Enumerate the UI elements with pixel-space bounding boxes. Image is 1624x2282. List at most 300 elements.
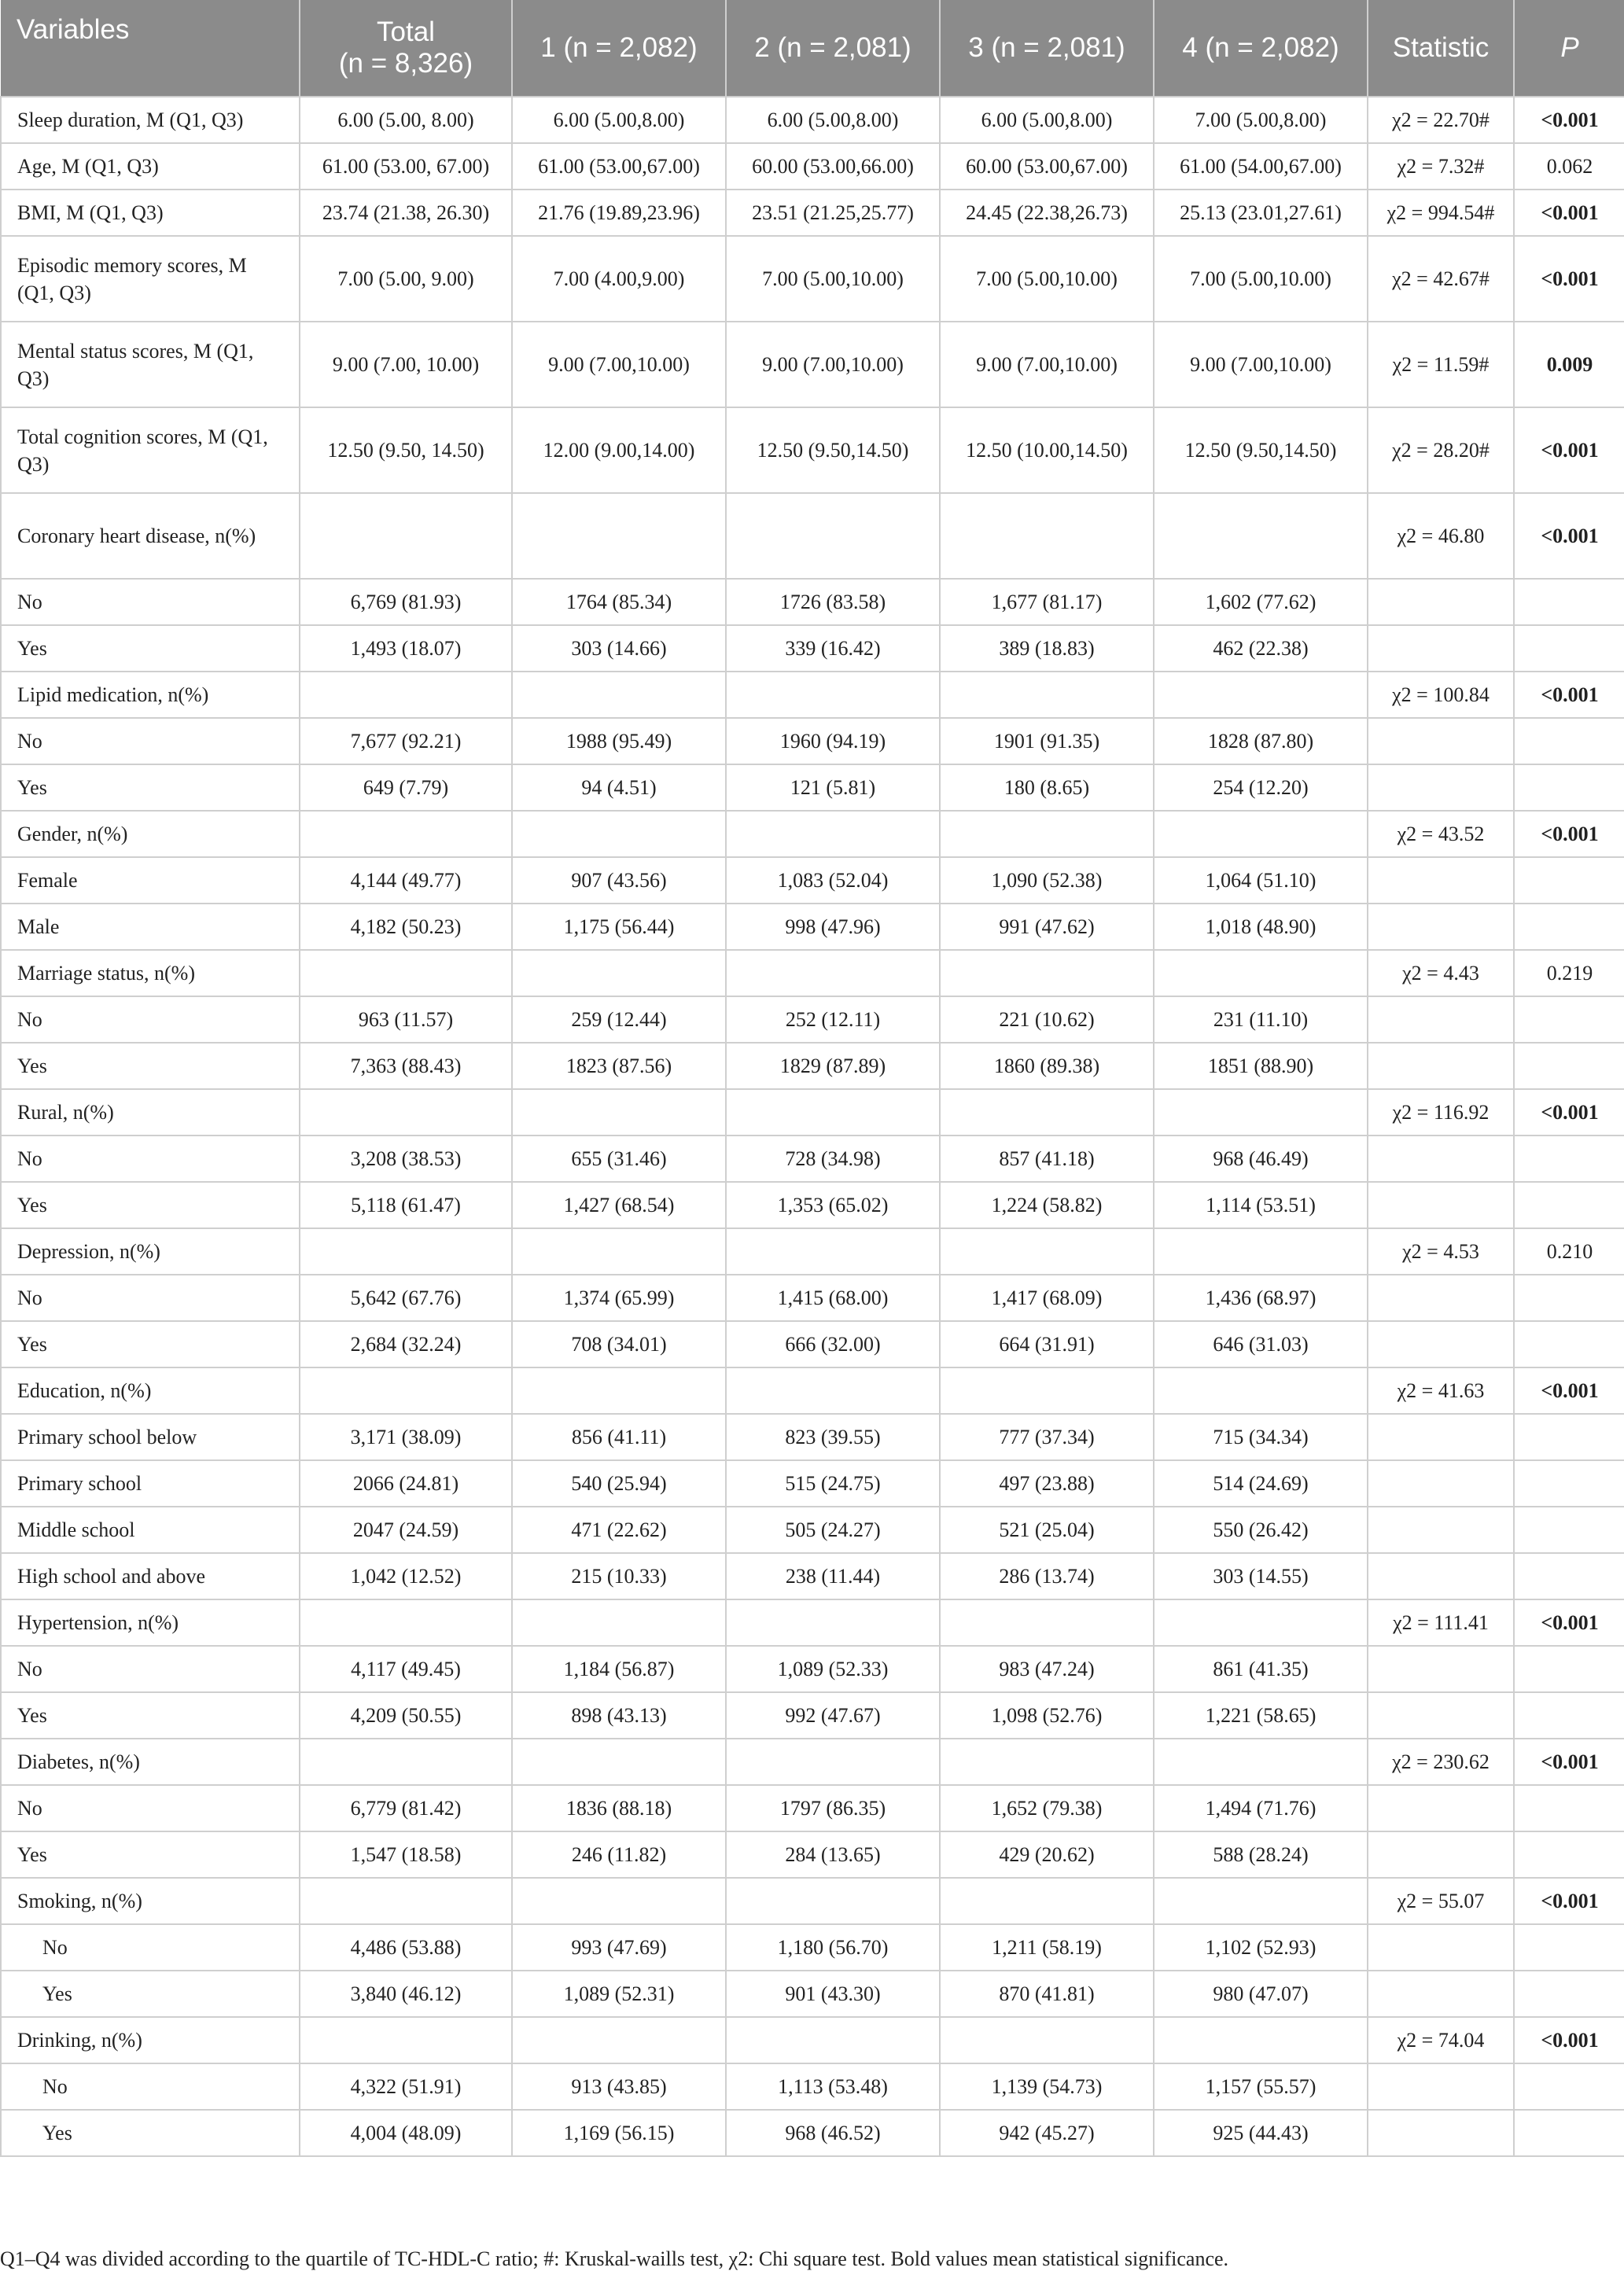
cell-q1: 246 (11.82) <box>512 1831 726 1878</box>
cell-q3 <box>940 811 1154 857</box>
header-q2: 2 (n = 2,081) <box>726 0 940 97</box>
cell-label: Depression, n(%) <box>1 1228 300 1275</box>
cell-label: Diabetes, n(%) <box>1 1739 300 1785</box>
cell-total <box>300 1878 512 1924</box>
cell-q4: 550 (26.42) <box>1154 1507 1368 1553</box>
cell-q4 <box>1154 2017 1368 2063</box>
cell-stat: χ2 = 74.04 <box>1368 2017 1514 2063</box>
cell-q1 <box>512 1599 726 1646</box>
cell-q2: 1,353 (65.02) <box>726 1182 940 1228</box>
cell-q4 <box>1154 1228 1368 1275</box>
table-row <box>1 1414 1624 1460</box>
table-row <box>1 1646 1624 1692</box>
cell-label: Yes <box>1 1321 300 1367</box>
cell-total: 12.50 (9.50, 14.50) <box>300 407 512 493</box>
cell-q1: 471 (22.62) <box>512 1507 726 1553</box>
cell-p: <0.001 <box>1514 672 1624 718</box>
cell-p <box>1514 1321 1624 1367</box>
cell-q1: 898 (43.13) <box>512 1692 726 1739</box>
table-row <box>1 904 1624 950</box>
cell-stat <box>1368 1924 1514 1971</box>
cell-q4 <box>1154 672 1368 718</box>
cell-stat <box>1368 1043 1514 1089</box>
cell-q4: 1,114 (53.51) <box>1154 1182 1368 1228</box>
cell-q3: 221 (10.62) <box>940 996 1154 1043</box>
cell-q1: 540 (25.94) <box>512 1460 726 1507</box>
table-row <box>1 950 1624 996</box>
cell-label: Rural, n(%) <box>1 1089 300 1135</box>
cell-stat: χ2 = 11.59# <box>1368 322 1514 407</box>
cell-q2: 823 (39.55) <box>726 1414 940 1460</box>
cell-label: Yes <box>1 1692 300 1739</box>
cell-p: 0.219 <box>1514 950 1624 996</box>
cell-p <box>1514 1971 1624 2017</box>
header-p-label: P <box>1560 32 1579 63</box>
cell-total: 2,684 (32.24) <box>300 1321 512 1367</box>
cell-stat <box>1368 1321 1514 1367</box>
cell-q4: 514 (24.69) <box>1154 1460 1368 1507</box>
table-body <box>1 97 1624 2156</box>
cell-stat <box>1368 1692 1514 1739</box>
cell-q1: 12.00 (9.00,14.00) <box>512 407 726 493</box>
cell-p <box>1514 904 1624 950</box>
cell-label: Primary school below <box>1 1414 300 1460</box>
cell-p <box>1514 857 1624 904</box>
header-row <box>1 0 1624 97</box>
cell-p <box>1514 996 1624 1043</box>
cell-q3: 857 (41.18) <box>940 1135 1154 1182</box>
cell-stat: χ2 = 111.41 <box>1368 1599 1514 1646</box>
cell-p: <0.001 <box>1514 493 1624 579</box>
table-row <box>1 1924 1624 1971</box>
table-row <box>1 625 1624 672</box>
cell-stat: χ2 = 42.67# <box>1368 236 1514 322</box>
cell-q1: 907 (43.56) <box>512 857 726 904</box>
cell-p: <0.001 <box>1514 97 1624 143</box>
cell-q4: 588 (28.24) <box>1154 1831 1368 1878</box>
cell-label: Middle school <box>1 1507 300 1553</box>
cell-stat: χ2 = 22.70# <box>1368 97 1514 143</box>
cell-label: No <box>1 1924 300 1971</box>
cell-q1 <box>512 811 726 857</box>
cell-total: 3,171 (38.09) <box>300 1414 512 1460</box>
table-row <box>1 718 1624 764</box>
cell-p <box>1514 1135 1624 1182</box>
cell-p: <0.001 <box>1514 407 1624 493</box>
cell-total: 7,677 (92.21) <box>300 718 512 764</box>
cell-q2: 1,113 (53.48) <box>726 2063 940 2110</box>
cell-q3 <box>940 672 1154 718</box>
cell-q4 <box>1154 493 1368 579</box>
cell-label: Yes <box>1 2110 300 2156</box>
cell-q3: 942 (45.27) <box>940 2110 1154 2156</box>
table-row <box>1 493 1624 579</box>
cell-total: 1,493 (18.07) <box>300 625 512 672</box>
cell-q3: 1,098 (52.76) <box>940 1692 1154 1739</box>
table-row <box>1 1599 1624 1646</box>
cell-q1: 94 (4.51) <box>512 764 726 811</box>
table-row <box>1 1135 1624 1182</box>
cell-q2 <box>726 1228 940 1275</box>
cell-q2 <box>726 1599 940 1646</box>
cell-q4: 462 (22.38) <box>1154 625 1368 672</box>
cell-q4: 1828 (87.80) <box>1154 718 1368 764</box>
cell-q3: 60.00 (53.00,67.00) <box>940 143 1154 190</box>
cell-q1: 7.00 (4.00,9.00) <box>512 236 726 322</box>
cell-q4: 1,602 (77.62) <box>1154 579 1368 625</box>
table-row <box>1 1043 1624 1089</box>
cell-q3: 24.45 (22.38,26.73) <box>940 190 1154 236</box>
cell-q2: 1,089 (52.33) <box>726 1646 940 1692</box>
cell-q3: 389 (18.83) <box>940 625 1154 672</box>
cell-label: Yes <box>1 1043 300 1089</box>
table-row <box>1 579 1624 625</box>
cell-total: 4,004 (48.09) <box>300 2110 512 2156</box>
cell-q1: 856 (41.11) <box>512 1414 726 1460</box>
cell-q2: 901 (43.30) <box>726 1971 940 2017</box>
table-row <box>1 1367 1624 1414</box>
cell-q3: 1,652 (79.38) <box>940 1785 1154 1831</box>
cell-p: <0.001 <box>1514 1089 1624 1135</box>
cell-q2: 998 (47.96) <box>726 904 940 950</box>
cell-q1: 1,089 (52.31) <box>512 1971 726 2017</box>
cell-q2 <box>726 493 940 579</box>
cell-q3: 7.00 (5.00,10.00) <box>940 236 1154 322</box>
cell-q1: 1988 (95.49) <box>512 718 726 764</box>
cell-total: 5,642 (67.76) <box>300 1275 512 1321</box>
table-row <box>1 2063 1624 2110</box>
cell-q4: 1,221 (58.65) <box>1154 1692 1368 1739</box>
cell-total: 3,208 (38.53) <box>300 1135 512 1182</box>
table-row <box>1 811 1624 857</box>
header-variables: Variables <box>1 0 300 97</box>
header-statistic: Statistic <box>1368 0 1514 97</box>
cell-total <box>300 1367 512 1414</box>
cell-label: BMI, M (Q1, Q3) <box>1 190 300 236</box>
cell-p: <0.001 <box>1514 1599 1624 1646</box>
table-row <box>1 1507 1624 1553</box>
cell-q4: 861 (41.35) <box>1154 1646 1368 1692</box>
cell-p <box>1514 1182 1624 1228</box>
cell-p <box>1514 625 1624 672</box>
cell-q3 <box>940 2017 1154 2063</box>
cell-total <box>300 672 512 718</box>
cell-q2: 60.00 (53.00,66.00) <box>726 143 940 190</box>
cell-q2: 9.00 (7.00,10.00) <box>726 322 940 407</box>
cell-q3: 870 (41.81) <box>940 1971 1154 2017</box>
cell-label: No <box>1 996 300 1043</box>
cell-p <box>1514 2110 1624 2156</box>
cell-p <box>1514 579 1624 625</box>
cell-q3 <box>940 1367 1154 1414</box>
cell-label: Episodic memory scores, M (Q1, Q3) <box>1 236 300 322</box>
cell-p <box>1514 1924 1624 1971</box>
cell-p: <0.001 <box>1514 236 1624 322</box>
cell-stat <box>1368 579 1514 625</box>
cell-q1: 1,184 (56.87) <box>512 1646 726 1692</box>
cell-q2: 992 (47.67) <box>726 1692 940 1739</box>
table-row <box>1 857 1624 904</box>
cell-q2: 121 (5.81) <box>726 764 940 811</box>
cell-stat <box>1368 857 1514 904</box>
cell-q3 <box>940 950 1154 996</box>
cell-q1 <box>512 1228 726 1275</box>
cell-q1: 215 (10.33) <box>512 1553 726 1599</box>
table-row <box>1 236 1624 322</box>
cell-q1: 1,169 (56.15) <box>512 2110 726 2156</box>
cell-q1 <box>512 2017 726 2063</box>
cell-stat: χ2 = 28.20# <box>1368 407 1514 493</box>
cell-q1 <box>512 1878 726 1924</box>
cell-total: 4,117 (49.45) <box>300 1646 512 1692</box>
cell-p <box>1514 1043 1624 1089</box>
cell-q4 <box>1154 950 1368 996</box>
cell-stat <box>1368 1971 1514 2017</box>
cell-q3: 1,417 (68.09) <box>940 1275 1154 1321</box>
cell-q2 <box>726 1739 940 1785</box>
cell-label: No <box>1 1275 300 1321</box>
cell-total <box>300 1089 512 1135</box>
cell-q4: 968 (46.49) <box>1154 1135 1368 1182</box>
cell-q3: 497 (23.88) <box>940 1460 1154 1507</box>
cell-q4: 1,436 (68.97) <box>1154 1275 1368 1321</box>
cell-label: Education, n(%) <box>1 1367 300 1414</box>
table-row <box>1 996 1624 1043</box>
cell-q4: 25.13 (23.01,27.61) <box>1154 190 1368 236</box>
cell-q3: 9.00 (7.00,10.00) <box>940 322 1154 407</box>
cell-q1: 708 (34.01) <box>512 1321 726 1367</box>
cell-p <box>1514 1460 1624 1507</box>
cell-stat: χ2 = 55.07 <box>1368 1878 1514 1924</box>
cell-stat <box>1368 1275 1514 1321</box>
cell-stat <box>1368 1785 1514 1831</box>
cell-q1: 1,427 (68.54) <box>512 1182 726 1228</box>
cell-q4: 231 (11.10) <box>1154 996 1368 1043</box>
cell-stat <box>1368 1646 1514 1692</box>
header-total-n: (n = 8,326) <box>338 48 473 79</box>
cell-q3: 180 (8.65) <box>940 764 1154 811</box>
cell-q4: 980 (47.07) <box>1154 1971 1368 2017</box>
table-row <box>1 1228 1624 1275</box>
cell-q1: 1823 (87.56) <box>512 1043 726 1089</box>
cell-label: Yes <box>1 1831 300 1878</box>
cell-q3: 1,139 (54.73) <box>940 2063 1154 2110</box>
cell-stat: χ2 = 116.92 <box>1368 1089 1514 1135</box>
cell-q3: 1901 (91.35) <box>940 718 1154 764</box>
cell-q4: 1851 (88.90) <box>1154 1043 1368 1089</box>
header-q4: 4 (n = 2,082) <box>1154 0 1368 97</box>
cell-stat: χ2 = 100.84 <box>1368 672 1514 718</box>
cell-q3: 777 (37.34) <box>940 1414 1154 1460</box>
cell-stat <box>1368 1507 1514 1553</box>
cell-label: Smoking, n(%) <box>1 1878 300 1924</box>
cell-q1: 1764 (85.34) <box>512 579 726 625</box>
table-row <box>1 1089 1624 1135</box>
table-row <box>1 2017 1624 2063</box>
cell-p <box>1514 1275 1624 1321</box>
table-row <box>1 1182 1624 1228</box>
cell-q1: 1836 (88.18) <box>512 1785 726 1831</box>
header-q3: 3 (n = 2,081) <box>940 0 1154 97</box>
table-row <box>1 1692 1624 1739</box>
cell-p: <0.001 <box>1514 811 1624 857</box>
cell-q4: 254 (12.20) <box>1154 764 1368 811</box>
cell-q2: 728 (34.98) <box>726 1135 940 1182</box>
cell-label: Age, M (Q1, Q3) <box>1 143 300 190</box>
cell-q3: 12.50 (10.00,14.50) <box>940 407 1154 493</box>
cell-q3: 1860 (89.38) <box>940 1043 1154 1089</box>
cell-total: 9.00 (7.00, 10.00) <box>300 322 512 407</box>
cell-q2 <box>726 1089 940 1135</box>
cell-q4 <box>1154 1739 1368 1785</box>
cell-q1: 913 (43.85) <box>512 2063 726 2110</box>
table-row <box>1 1739 1624 1785</box>
cell-q1: 1,374 (65.99) <box>512 1275 726 1321</box>
cell-stat <box>1368 2110 1514 2156</box>
cell-q4 <box>1154 1367 1368 1414</box>
cell-label: Sleep duration, M (Q1, Q3) <box>1 97 300 143</box>
cell-label: Gender, n(%) <box>1 811 300 857</box>
cell-p: 0.062 <box>1514 143 1624 190</box>
cell-q1 <box>512 1739 726 1785</box>
cell-q1 <box>512 1367 726 1414</box>
cell-q4: 646 (31.03) <box>1154 1321 1368 1367</box>
cell-label: Mental status scores, M (Q1, Q3) <box>1 322 300 407</box>
cell-label: Male <box>1 904 300 950</box>
cell-q2: 1,415 (68.00) <box>726 1275 940 1321</box>
cell-stat <box>1368 1553 1514 1599</box>
cell-stat <box>1368 625 1514 672</box>
cell-total: 1,547 (18.58) <box>300 1831 512 1878</box>
cell-q1: 655 (31.46) <box>512 1135 726 1182</box>
cell-stat: χ2 = 994.54# <box>1368 190 1514 236</box>
cell-q1 <box>512 950 726 996</box>
cell-q2: 1829 (87.89) <box>726 1043 940 1089</box>
cell-total: 6.00 (5.00, 8.00) <box>300 97 512 143</box>
cell-q3: 664 (31.91) <box>940 1321 1154 1367</box>
cell-total: 4,209 (50.55) <box>300 1692 512 1739</box>
cell-total: 4,182 (50.23) <box>300 904 512 950</box>
cell-label: Yes <box>1 1182 300 1228</box>
table-row <box>1 322 1624 407</box>
cell-total: 963 (11.57) <box>300 996 512 1043</box>
cell-q4: 7.00 (5.00,10.00) <box>1154 236 1368 322</box>
cell-total: 4,144 (49.77) <box>300 857 512 904</box>
cell-q3 <box>940 1228 1154 1275</box>
cell-total: 2047 (24.59) <box>300 1507 512 1553</box>
cell-p <box>1514 2063 1624 2110</box>
cell-q3 <box>940 1599 1154 1646</box>
cell-q2: 339 (16.42) <box>726 625 940 672</box>
cell-stat <box>1368 1414 1514 1460</box>
cell-p: 0.009 <box>1514 322 1624 407</box>
cell-q2 <box>726 2017 940 2063</box>
cell-p: <0.001 <box>1514 1878 1624 1924</box>
cell-p <box>1514 1831 1624 1878</box>
cell-p <box>1514 1646 1624 1692</box>
cell-q4: 1,494 (71.76) <box>1154 1785 1368 1831</box>
cell-label: Yes <box>1 625 300 672</box>
cell-p <box>1514 1785 1624 1831</box>
table-row <box>1 1460 1624 1507</box>
cell-q3 <box>940 1878 1154 1924</box>
table-row <box>1 190 1624 236</box>
cell-q4: 303 (14.55) <box>1154 1553 1368 1599</box>
cell-stat <box>1368 904 1514 950</box>
cell-total <box>300 1228 512 1275</box>
cell-q1: 6.00 (5.00,8.00) <box>512 97 726 143</box>
cell-label: Marriage status, n(%) <box>1 950 300 996</box>
table-row <box>1 97 1624 143</box>
cell-stat: χ2 = 7.32# <box>1368 143 1514 190</box>
cell-stat <box>1368 2063 1514 2110</box>
header-q1: 1 (n = 2,082) <box>512 0 726 97</box>
table-footnote: Q1–Q4 was divided according to the quartile of TC-HDL-C ratio; #: Kruskal-waills test, χ2: Chi square test. Bold values mean statistical significance. <box>0 2247 1229 2270</box>
cell-p: <0.001 <box>1514 2017 1624 2063</box>
cell-q3 <box>940 1089 1154 1135</box>
cell-q2: 7.00 (5.00,10.00) <box>726 236 940 322</box>
cell-total <box>300 493 512 579</box>
cell-q1 <box>512 1089 726 1135</box>
cell-stat: χ2 = 230.62 <box>1368 1739 1514 1785</box>
cell-label: No <box>1 1785 300 1831</box>
cell-p: <0.001 <box>1514 1739 1624 1785</box>
cell-label: Coronary heart disease, n(%) <box>1 493 300 579</box>
table-row <box>1 1831 1624 1878</box>
header-total <box>300 0 512 97</box>
table-row <box>1 764 1624 811</box>
cell-q4: 12.50 (9.50,14.50) <box>1154 407 1368 493</box>
cell-total <box>300 2017 512 2063</box>
cell-total <box>300 950 512 996</box>
cell-q4: 925 (44.43) <box>1154 2110 1368 2156</box>
cell-q3: 286 (13.74) <box>940 1553 1154 1599</box>
cell-q2: 1,083 (52.04) <box>726 857 940 904</box>
cell-q2: 23.51 (21.25,25.77) <box>726 190 940 236</box>
cell-q1: 259 (12.44) <box>512 996 726 1043</box>
cell-q2: 252 (12.11) <box>726 996 940 1043</box>
cell-total: 7,363 (88.43) <box>300 1043 512 1089</box>
cell-p <box>1514 764 1624 811</box>
cell-q2 <box>726 672 940 718</box>
cell-stat <box>1368 764 1514 811</box>
cell-p: <0.001 <box>1514 1367 1624 1414</box>
cell-total: 649 (7.79) <box>300 764 512 811</box>
cell-label: No <box>1 718 300 764</box>
cell-q2: 1726 (83.58) <box>726 579 940 625</box>
cell-stat: χ2 = 4.53 <box>1368 1228 1514 1275</box>
cell-stat <box>1368 1831 1514 1878</box>
cell-label: Yes <box>1 1971 300 2017</box>
table-row <box>1 1275 1624 1321</box>
table-row <box>1 1321 1624 1367</box>
cell-q1: 303 (14.66) <box>512 625 726 672</box>
cell-total: 6,769 (81.93) <box>300 579 512 625</box>
cell-stat <box>1368 996 1514 1043</box>
cell-stat <box>1368 1135 1514 1182</box>
cell-stat: χ2 = 4.43 <box>1368 950 1514 996</box>
cell-q4: 715 (34.34) <box>1154 1414 1368 1460</box>
cell-label: No <box>1 1135 300 1182</box>
table-row <box>1 672 1624 718</box>
cell-total: 4,486 (53.88) <box>300 1924 512 1971</box>
cell-q4 <box>1154 1089 1368 1135</box>
cell-total: 4,322 (51.91) <box>300 2063 512 2110</box>
cell-total: 61.00 (53.00, 67.00) <box>300 143 512 190</box>
cell-stat: χ2 = 43.52 <box>1368 811 1514 857</box>
cell-total <box>300 811 512 857</box>
cell-p <box>1514 1414 1624 1460</box>
